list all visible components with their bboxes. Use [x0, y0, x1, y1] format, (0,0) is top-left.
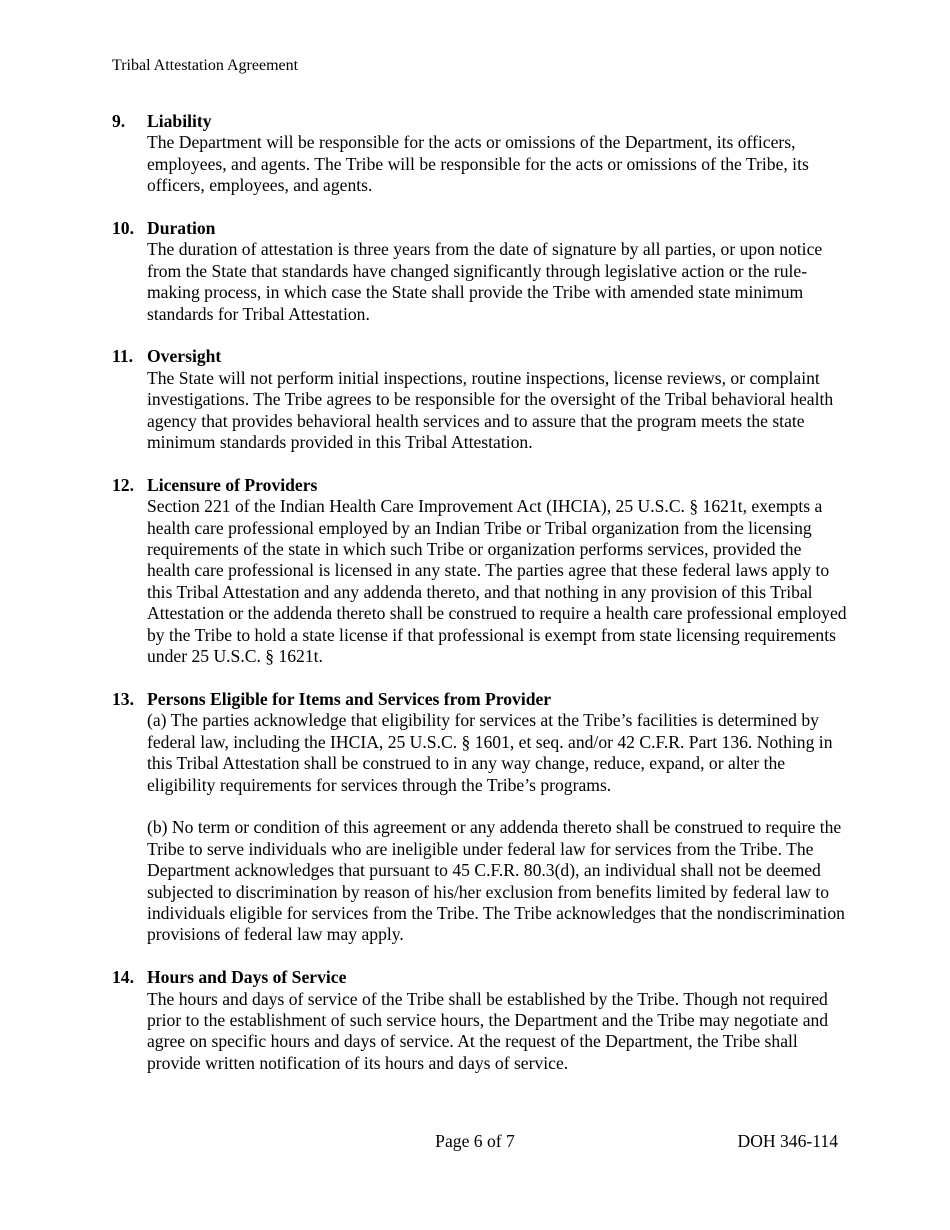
form-number: DOH 346-114: [737, 1131, 838, 1151]
section-body: [147, 368, 847, 454]
section-heading: [112, 475, 847, 496]
section-persons-eligible: [112, 689, 847, 946]
section-oversight: [112, 346, 847, 453]
paragraph: The hours and days of service of the Tribe shall be established by the Tribe. Though not required prior to the establishment of such service hours, the Department and the Tribe may negotiate and agree on specific hours and days of service. At the request of the Department, the Tribe shall provide written notification of its hours and days of service.: [147, 988, 829, 1073]
section-heading: [112, 111, 847, 132]
section-number: 9.: [112, 111, 126, 131]
section-number: 11.: [112, 346, 134, 367]
section-body: [147, 239, 847, 325]
section-body: [147, 989, 847, 1075]
paragraph: Section 221 of the Indian Health Care Improvement Act (IHCIA), 25 U.S.C. § 1621t, exempts a health care professional employed by an Indian Tribe or Tribal organization from the licensing requirements of the state in which such Tribe or organization performs services, provided the health care professional is licensed in any state. The parties agree that these federal laws apply to this Tribal Attestation and any addenda thereto, and that nothing in any provision of this Tribal Attestation or the addenda thereto shall be construed to require a health care professional employed by the Tribe to hold a state license if that professional is exempt from state licensing requirements under 25 U.S.C. § 1621t.: [147, 496, 847, 667]
section-heading: [112, 967, 847, 988]
paragraph: The State will not perform initial inspections, routine inspections, license reviews, or complaint investigations. The Tribe agrees to be responsible for the oversight of the Tribal behavioral health agency that provides behavioral health services and to assure that the program meets the state minimum standards provided in this Tribal Attestation.: [147, 367, 834, 453]
page-number: Page 6 of 7: [435, 1131, 515, 1151]
section-heading: [112, 218, 847, 239]
section-title: Licensure of Providers: [147, 474, 318, 495]
paragraph: (a) The parties acknowledge that eligibility for services at the Tribe’s facilities is determined by federal law, including the IHCIA, 25 U.S.C. § 1601, et seq. and/or 42 C.F.R. Part 136. Nothing in this Tribal Attestation shall be construed to in any way change, reduce, expand, or alter the eligibility requirements for services through the Tribe’s programs.: [147, 710, 833, 795]
section-licensure-of-providers: [112, 475, 847, 668]
section-title: Persons Eligible for Items and Services from Provider: [147, 688, 552, 709]
section-heading: [112, 689, 847, 710]
section-title: Hours and Days of Service: [147, 967, 347, 988]
section-body: [147, 710, 847, 945]
section-liability: [112, 111, 847, 197]
section-title: Duration: [147, 218, 216, 239]
paragraph: (b) No term or condition of this agreement or any addenda thereto shall be construed to require the Tribe to serve individuals who are ineligible under federal law for services from the Tribe. The Department acknowledges that pursuant to 45 C.F.R. 80.3(d), an individual shall not be deemed subjected to discrimination by reason of his/her exclusion from benefits limited by federal law to individuals eligible for services from the Tribe. The Tribe acknowledges that the nondiscrimination provisions of federal law may apply.: [147, 817, 845, 945]
document-body: [112, 111, 847, 1096]
section-number: 12.: [112, 474, 134, 495]
running-header: Tribal Attestation Agreement: [112, 57, 299, 74]
section-body: [147, 496, 847, 667]
section-number: 14.: [112, 967, 134, 988]
section-number: 13.: [112, 688, 134, 709]
section-duration: [112, 218, 847, 325]
section-number: 10.: [112, 218, 134, 239]
paragraph: The duration of attestation is three years from the date of signature by all parties, or upon notice from the State that standards have changed significantly through legislative action or the rule-making process, in which case the State shall provide the Tribe with amended state minimum standards for Tribal Attestation.: [147, 239, 823, 324]
paragraph: The Department will be responsible for the acts or omissions of the Department, its officers, employees, and agents. The Tribe will be responsible for the acts or omissions of the Tribe, its officers, employees, and agents.: [147, 132, 809, 196]
section-heading: [112, 346, 847, 367]
section-title: Oversight: [147, 346, 222, 367]
section-title: Liability: [147, 111, 212, 131]
section-hours-and-days: [112, 967, 847, 1074]
section-body: [147, 132, 847, 196]
